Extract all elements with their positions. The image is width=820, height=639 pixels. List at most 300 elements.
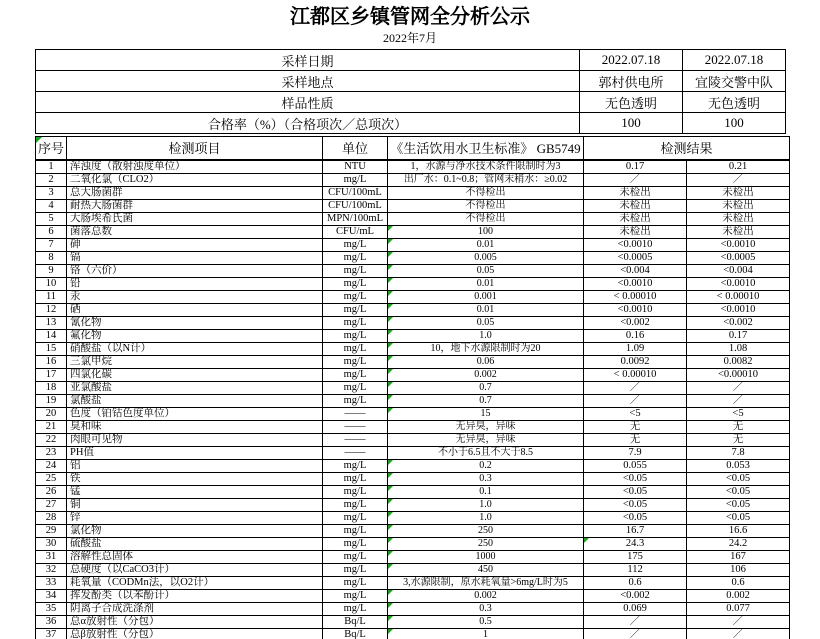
col-header-no-label: 序号 <box>38 141 65 157</box>
item-name: 总大肠菌群 <box>67 186 323 199</box>
table-row <box>36 225 790 238</box>
result-1: <0.0010 <box>584 303 687 316</box>
result-1: 无 <box>584 420 687 433</box>
table-row <box>36 576 790 589</box>
info-row <box>36 50 786 71</box>
unit: mg/L <box>323 498 388 511</box>
unit: mg/L <box>323 602 388 615</box>
column-header-row <box>36 137 790 160</box>
info-value-1: 100 <box>580 113 683 134</box>
info-label: 样品性质 <box>36 92 580 113</box>
excel-flag-icon <box>388 317 393 322</box>
unit: mg/L <box>323 550 388 563</box>
unit: mg/L <box>323 563 388 576</box>
row-number: 25 <box>36 472 67 485</box>
unit: mg/L <box>323 394 388 407</box>
excel-flag-icon <box>388 512 393 517</box>
result-2: <0.0010 <box>687 303 790 316</box>
table-row <box>36 290 790 303</box>
info-value-2: 100 <box>683 113 786 134</box>
result-2: 未检出 <box>687 225 790 238</box>
result-1: ／ <box>584 173 687 186</box>
table-row <box>36 264 790 277</box>
unit: mg/L <box>323 303 388 316</box>
row-number: 15 <box>36 342 67 355</box>
standard-value: 1.0 <box>388 498 584 511</box>
standard-value: 0.01 <box>388 303 584 316</box>
row-number: 1 <box>36 160 67 174</box>
table-row <box>36 303 790 316</box>
result-1: <0.0010 <box>584 238 687 251</box>
info-value-2: 无色透明 <box>683 92 786 113</box>
item-name: 铁 <box>67 472 323 485</box>
row-number: 20 <box>36 407 67 420</box>
unit: mg/L <box>323 238 388 251</box>
col-header-result: 检测结果 <box>584 137 790 160</box>
standard-value: 无异臭，异味 <box>388 433 584 446</box>
result-1: 0.069 <box>584 602 687 615</box>
unit: —— <box>323 433 388 446</box>
unit: mg/L <box>323 342 388 355</box>
standard-value: 0.001 <box>388 290 584 303</box>
standard-value: 不得检出 <box>388 212 584 225</box>
result-2: 无 <box>687 420 790 433</box>
standard-value: 0.002 <box>388 368 584 381</box>
result-2: ／ <box>687 173 790 186</box>
result-2: 24.2 <box>687 537 790 550</box>
item-name: 铜 <box>67 498 323 511</box>
result-2: ／ <box>687 628 790 639</box>
standard-value: 0.5 <box>388 615 584 628</box>
excel-flag-icon <box>388 369 393 374</box>
unit: Bq/L <box>323 615 388 628</box>
excel-flag-icon <box>388 356 393 361</box>
unit: CFU/100mL <box>323 199 388 212</box>
result-2: 0.0082 <box>687 355 790 368</box>
item-name: 氯酸盐 <box>67 394 323 407</box>
info-row <box>36 113 786 134</box>
item-name: 氰化物 <box>67 316 323 329</box>
unit: —— <box>323 420 388 433</box>
info-value-2: 宜陵交警中队 <box>683 71 786 92</box>
info-row <box>36 92 786 113</box>
standard-value: 0.05 <box>388 264 584 277</box>
excel-flag-icon <box>388 343 393 348</box>
excel-flag-icon <box>388 291 393 296</box>
table-row <box>36 329 790 342</box>
result-1: 0.17 <box>584 160 687 174</box>
standard-value: 0.05 <box>388 316 584 329</box>
standard-value: 无异臭，异味 <box>388 420 584 433</box>
standard-value: 0.2 <box>388 459 584 472</box>
item-name: 溶解性总固体 <box>67 550 323 563</box>
table-row <box>36 472 790 485</box>
result-2: <0.00010 <box>687 368 790 381</box>
row-number: 37 <box>36 628 67 639</box>
result-2: 0.17 <box>687 329 790 342</box>
result-2: <0.05 <box>687 472 790 485</box>
excel-flag-icon <box>584 538 589 543</box>
row-number: 7 <box>36 238 67 251</box>
table-row <box>36 212 790 225</box>
table-row <box>36 160 790 174</box>
table-row <box>36 381 790 394</box>
row-number: 30 <box>36 537 67 550</box>
item-name: 砷 <box>67 238 323 251</box>
table-row <box>36 173 790 186</box>
table-row <box>36 238 790 251</box>
result-1: 未检出 <box>584 212 687 225</box>
row-number: 23 <box>36 446 67 459</box>
excel-flag-icon <box>388 473 393 478</box>
table-row <box>36 316 790 329</box>
item-name: 镉 <box>67 251 323 264</box>
standard-value: 出厂水：0.1~0.8；管网末稍水：≥0.02 <box>388 173 584 186</box>
row-number: 21 <box>36 420 67 433</box>
result-2: 未检出 <box>687 186 790 199</box>
unit: mg/L <box>323 511 388 524</box>
standard-value: 0.1 <box>388 485 584 498</box>
standard-value: 1000 <box>388 550 584 563</box>
unit: CFU/mL <box>323 225 388 238</box>
standard-value: 0.3 <box>388 472 584 485</box>
result-1: 未检出 <box>584 186 687 199</box>
table-row <box>36 537 790 550</box>
table-row <box>36 394 790 407</box>
item-name: 挥发酚类（以苯酚计） <box>67 589 323 602</box>
result-1: <0.05 <box>584 485 687 498</box>
excel-flag-icon <box>388 395 393 400</box>
standard-value: 0.005 <box>388 251 584 264</box>
unit: mg/L <box>323 277 388 290</box>
unit: mg/L <box>323 173 388 186</box>
table-row <box>36 368 790 381</box>
table-row <box>36 420 790 433</box>
row-number: 24 <box>36 459 67 472</box>
standard-value: 不得检出 <box>388 199 584 212</box>
item-name: PH值 <box>67 446 323 459</box>
standard-value: 不小于6.5且不大于8.5 <box>388 446 584 459</box>
excel-flag-icon <box>388 408 393 413</box>
unit: MPN/100mL <box>323 212 388 225</box>
excel-flag-icon <box>388 382 393 387</box>
row-number: 5 <box>36 212 67 225</box>
result-2: 无 <box>687 433 790 446</box>
excel-flag-icon <box>388 603 393 608</box>
excel-flag-icon <box>388 590 393 595</box>
table-row <box>36 277 790 290</box>
result-2: 7.8 <box>687 446 790 459</box>
row-number: 9 <box>36 264 67 277</box>
result-1: 24.3 <box>584 537 687 550</box>
result-1: <0.05 <box>584 472 687 485</box>
item-name: 二氧化氯（CLO2） <box>67 173 323 186</box>
info-value-2: 2022.07.18 <box>683 50 786 71</box>
result-2: 0.6 <box>687 576 790 589</box>
unit: mg/L <box>323 381 388 394</box>
sample-info-table <box>35 49 786 134</box>
unit: CFU/100mL <box>323 186 388 199</box>
table-row <box>36 511 790 524</box>
result-1: ／ <box>584 394 687 407</box>
excel-flag-icon <box>388 304 393 309</box>
result-2: ／ <box>687 615 790 628</box>
result-2: <0.05 <box>687 485 790 498</box>
table-row <box>36 355 790 368</box>
result-2: < 0.00010 <box>687 290 790 303</box>
result-2: <0.0010 <box>687 238 790 251</box>
result-1: 175 <box>584 550 687 563</box>
standard-value: 0.01 <box>388 238 584 251</box>
result-2: 0.21 <box>687 160 790 174</box>
standard-value: 100 <box>388 225 584 238</box>
row-number: 2 <box>36 173 67 186</box>
row-number: 13 <box>36 316 67 329</box>
row-number: 14 <box>36 329 67 342</box>
row-number: 27 <box>36 498 67 511</box>
standard-value: 250 <box>388 524 584 537</box>
excel-flag-icon <box>388 239 393 244</box>
result-2: <5 <box>687 407 790 420</box>
row-number: 11 <box>36 290 67 303</box>
result-1: 未检出 <box>584 199 687 212</box>
table-row <box>36 498 790 511</box>
unit: mg/L <box>323 290 388 303</box>
row-number: 32 <box>36 563 67 576</box>
standard-value: 0.01 <box>388 277 584 290</box>
unit: mg/L <box>323 329 388 342</box>
info-label: 采样地点 <box>36 71 580 92</box>
table-row <box>36 524 790 537</box>
result-2: 0.053 <box>687 459 790 472</box>
table-row <box>36 433 790 446</box>
result-1: 0.6 <box>584 576 687 589</box>
info-value-1: 2022.07.18 <box>580 50 683 71</box>
col-header-item: 检测项目 <box>67 137 323 160</box>
result-2: <0.0010 <box>687 277 790 290</box>
row-number: 10 <box>36 277 67 290</box>
table-row <box>36 446 790 459</box>
standard-value: 450 <box>388 563 584 576</box>
result-2: ／ <box>687 381 790 394</box>
page-title: 江都区乡镇管网全分析公示 <box>290 6 530 28</box>
row-number: 35 <box>36 602 67 615</box>
result-2: 1.08 <box>687 342 790 355</box>
row-number: 31 <box>36 550 67 563</box>
table-row <box>36 251 790 264</box>
analysis-table-body <box>36 160 790 639</box>
item-name: 耐热大肠菌群 <box>67 199 323 212</box>
table-row <box>36 628 790 639</box>
row-number: 6 <box>36 225 67 238</box>
result-2: 16.6 <box>687 524 790 537</box>
standard-value: 1，水源与净水技术条件限制时为3 <box>388 160 584 174</box>
item-name: 臭和味 <box>67 420 323 433</box>
row-number: 34 <box>36 589 67 602</box>
result-1: 1.09 <box>584 342 687 355</box>
standard-value: 0.7 <box>388 394 584 407</box>
table-row <box>36 615 790 628</box>
standard-value: 0.3 <box>388 602 584 615</box>
excel-flag-icon <box>388 278 393 283</box>
col-header-unit: 单位 <box>323 137 388 160</box>
excel-flag-icon <box>388 226 393 231</box>
standard-value: 0.06 <box>388 355 584 368</box>
excel-flag-icon <box>388 538 393 543</box>
table-row <box>36 602 790 615</box>
table-row <box>36 459 790 472</box>
excel-flag-icon <box>388 629 393 634</box>
item-name: 铬（六价） <box>67 264 323 277</box>
result-1: 0.055 <box>584 459 687 472</box>
unit: mg/L <box>323 459 388 472</box>
unit: mg/L <box>323 472 388 485</box>
item-name: 亚氯酸盐 <box>67 381 323 394</box>
table-row <box>36 186 790 199</box>
row-number: 28 <box>36 511 67 524</box>
result-1: <0.004 <box>584 264 687 277</box>
item-name: 硝酸盐（以N计） <box>67 342 323 355</box>
table-row <box>36 407 790 420</box>
row-number: 29 <box>36 524 67 537</box>
excel-flag-icon <box>388 486 393 491</box>
standard-value: 1.0 <box>388 511 584 524</box>
item-name: 色度（铂钴色度单位） <box>67 407 323 420</box>
result-1: <0.002 <box>584 589 687 602</box>
item-name: 三氯甲烷 <box>67 355 323 368</box>
item-name: 耗氧量（CODMn法，以O2计） <box>67 576 323 589</box>
table-row <box>36 563 790 576</box>
row-number: 22 <box>36 433 67 446</box>
result-1: <0.002 <box>584 316 687 329</box>
result-2: 106 <box>687 563 790 576</box>
unit: mg/L <box>323 368 388 381</box>
row-number: 8 <box>36 251 67 264</box>
unit: mg/L <box>323 485 388 498</box>
item-name: 汞 <box>67 290 323 303</box>
result-2: 167 <box>687 550 790 563</box>
result-2: 0.002 <box>687 589 790 602</box>
standard-value: 3,水源限制，原水耗氧量>6mg/L时为5 <box>388 576 584 589</box>
row-number: 17 <box>36 368 67 381</box>
analysis-table <box>35 136 790 639</box>
item-name: 四氯化碳 <box>67 368 323 381</box>
result-1: <0.05 <box>584 498 687 511</box>
result-2: <0.05 <box>687 511 790 524</box>
unit: NTU <box>323 160 388 174</box>
excel-flag-icon <box>388 551 393 556</box>
result-2: 0.077 <box>687 602 790 615</box>
item-name: 菌落总数 <box>67 225 323 238</box>
item-name: 锰 <box>67 485 323 498</box>
excel-flag-icon <box>388 265 393 270</box>
result-2: 未检出 <box>687 212 790 225</box>
col-header-no <box>36 137 67 160</box>
table-row <box>36 485 790 498</box>
result-1: < 0.00010 <box>584 368 687 381</box>
unit: mg/L <box>323 576 388 589</box>
result-2: 未检出 <box>687 199 790 212</box>
item-name: 大肠埃希氏菌 <box>67 212 323 225</box>
row-number: 36 <box>36 615 67 628</box>
standard-value: 10，地下水源限制时为20 <box>388 342 584 355</box>
unit: Bq/L <box>323 628 388 639</box>
standard-value: 不得检出 <box>388 186 584 199</box>
item-name: 铅 <box>67 277 323 290</box>
excel-flag-icon <box>388 525 393 530</box>
row-number: 12 <box>36 303 67 316</box>
unit: mg/L <box>323 264 388 277</box>
result-1: 112 <box>584 563 687 576</box>
item-name: 总β放射性（分包） <box>67 628 323 639</box>
standard-value: 250 <box>388 537 584 550</box>
row-number: 16 <box>36 355 67 368</box>
row-number: 3 <box>36 186 67 199</box>
table-row <box>36 589 790 602</box>
item-name: 氯化物 <box>67 524 323 537</box>
info-label: 采样日期 <box>36 50 580 71</box>
excel-flag-icon <box>388 564 393 569</box>
excel-flag-icon <box>388 499 393 504</box>
info-label: 合格率（%）（合格项次／总项次） <box>36 113 580 134</box>
result-2: ／ <box>687 394 790 407</box>
item-name: 总硬度（以CaCO3计） <box>67 563 323 576</box>
excel-flag-icon <box>388 616 393 621</box>
table-row <box>36 199 790 212</box>
result-1: <0.05 <box>584 511 687 524</box>
sample-info-body <box>36 50 786 134</box>
row-number: 4 <box>36 199 67 212</box>
result-1: ／ <box>584 628 687 639</box>
result-1: < 0.00010 <box>584 290 687 303</box>
col-header-standard: 《生活饮用水卫生标准》 GB5749 <box>388 137 584 160</box>
item-name: 阴离子合成洗涤剂 <box>67 602 323 615</box>
unit: mg/L <box>323 537 388 550</box>
item-name: 硫酸盐 <box>67 537 323 550</box>
result-2: <0.05 <box>687 498 790 511</box>
result-1: <0.0005 <box>584 251 687 264</box>
unit: mg/L <box>323 355 388 368</box>
table-row <box>36 550 790 563</box>
unit: mg/L <box>323 316 388 329</box>
item-name: 总α放射性（分包） <box>67 615 323 628</box>
row-number: 18 <box>36 381 67 394</box>
result-1: <5 <box>584 407 687 420</box>
result-2: <0.0005 <box>687 251 790 264</box>
info-value-1: 无色透明 <box>580 92 683 113</box>
unit: mg/L <box>323 589 388 602</box>
table-row <box>36 342 790 355</box>
info-row <box>36 71 786 92</box>
item-name: 氟化物 <box>67 329 323 342</box>
result-1: ／ <box>584 615 687 628</box>
unit: mg/L <box>323 524 388 537</box>
unit: —— <box>323 446 388 459</box>
item-name: 肉眼可见物 <box>67 433 323 446</box>
result-1: ／ <box>584 381 687 394</box>
standard-value: 0.002 <box>388 589 584 602</box>
page-subtitle: 2022年7月 <box>382 31 437 45</box>
item-name: 锌 <box>67 511 323 524</box>
standard-value: 1 <box>388 628 584 639</box>
row-number: 26 <box>36 485 67 498</box>
unit: mg/L <box>323 251 388 264</box>
excel-flag-icon <box>388 460 393 465</box>
standard-value: 0.7 <box>388 381 584 394</box>
excel-flag-icon <box>388 252 393 257</box>
result-1: 7.9 <box>584 446 687 459</box>
result-1: 16.7 <box>584 524 687 537</box>
